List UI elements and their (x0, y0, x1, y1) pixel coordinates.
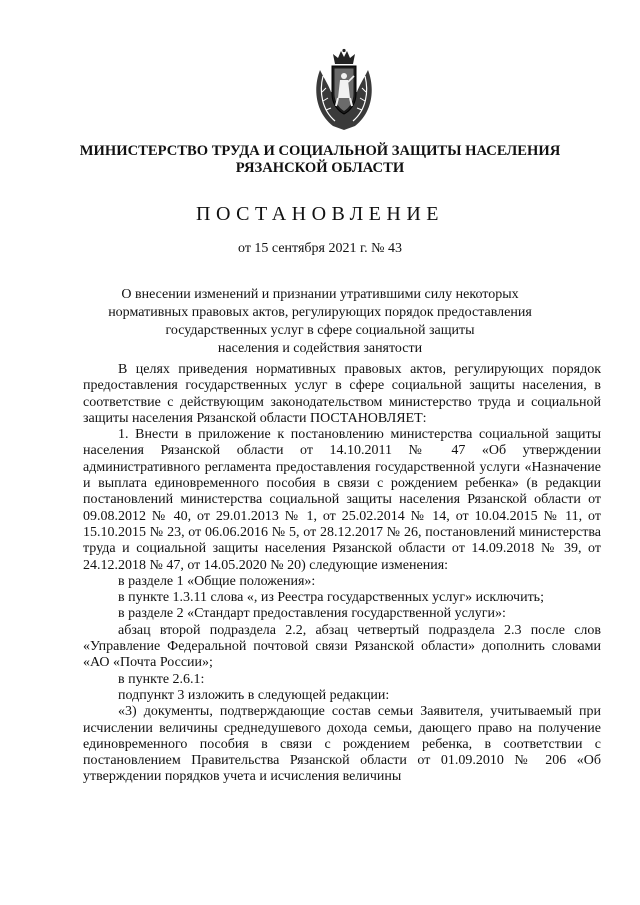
ryazan-coat-of-arms-icon (311, 48, 377, 132)
subject-line-1: О внесении изменений и признании утратившими силу некоторых (121, 287, 519, 302)
subject-line-2: нормативных правовых актов, регулирующих порядок предоставления (108, 305, 532, 320)
subclause-3-paragraph: подпункт 3 изложить в следующей редакции: (118, 687, 390, 703)
decree-date: от 15 сентября 2021 г. № 43 (238, 241, 402, 256)
clause-1-3-11-paragraph: в пункте 1.3.11 слова «, из Реестра государственных услуг» исключить; (118, 590, 544, 606)
decree-title: ПОСТАНОВЛЕНИЕ (196, 203, 444, 225)
ministry-name-line-2: РЯЗАНСКОЙ ОБЛАСТИ (235, 160, 405, 176)
section-1-paragraph: в разделе 1 «Общие положения»: (118, 573, 316, 589)
subject-line-3: государственных услуг в сфере социальной защиты (165, 323, 475, 338)
subject-line-4: населения и содействия занятости (217, 341, 423, 356)
preamble-paragraph: В целях приведения нормативных правовых актов, регулирующих порядок предоставления государственных услуг в сфере социальной защиты населения, в соответствие с действующим законодательством министерство труда и социальной защиты населения Рязанской области ПОСТАНОВЛЯЕТ: (83, 362, 601, 426)
ministry-name-line-1: МИНИСТЕРСТВО ТРУДА И СОЦИАЛЬНОЙ ЗАЩИТЫ НАСЕЛЕНИЯ (79, 143, 561, 159)
item-1-paragraph: 1. Внести в приложение к постановлению министерства социальной защиты населения Рязанской области от 14.10.2011 № 47 «Об утверждении административного регламента предоставления государственной услуги «Назначение и выплата единовременного пособия в связи с рождением ребенка» (в редакции постановлений министерства социальной защиты населения Рязанской области от 09.08.2012 № 40, от 29.01.2013 № 1, от 25.02.2014 № 14, от 10.04.2015 № 11, от 15.10.2015 № 23, от 06.06.2016 № 5, от 28.12.2017 № 26, постановлений министерства труда и социальной защиты населения Рязанской области от 14.09.2018 № 39, от 24.12.2018 № 47, от 14.05.2020 № 20) следующие изменения: (83, 427, 601, 573)
clause-2-6-1-paragraph: в пункте 2.6.1: (118, 671, 205, 687)
subsection-2-2-paragraph: абзац второй подраздела 2.2, абзац четвертый подраздела 2.3 после слов «Управление Федеральной почтовой связи Рязанской области» дополнить словами «АО «Почта России»; (83, 622, 601, 671)
decree-body (83, 362, 601, 786)
section-2-paragraph: в разделе 2 «Стандарт предоставления государственной услуги»: (118, 606, 506, 622)
subclause-3-text-paragraph: «3) документы, подтверждающие состав семьи Заявителя, учитываемый при исчислении величины среднедушевого дохода семьи, дающего право на получение единовременного пособия в связи с рождением ребенка, в соответствии с постановлением Правительства Рязанской области от 01.09.2010 № 206 «Об утверждении порядков учета и исчисления величины (83, 704, 601, 785)
